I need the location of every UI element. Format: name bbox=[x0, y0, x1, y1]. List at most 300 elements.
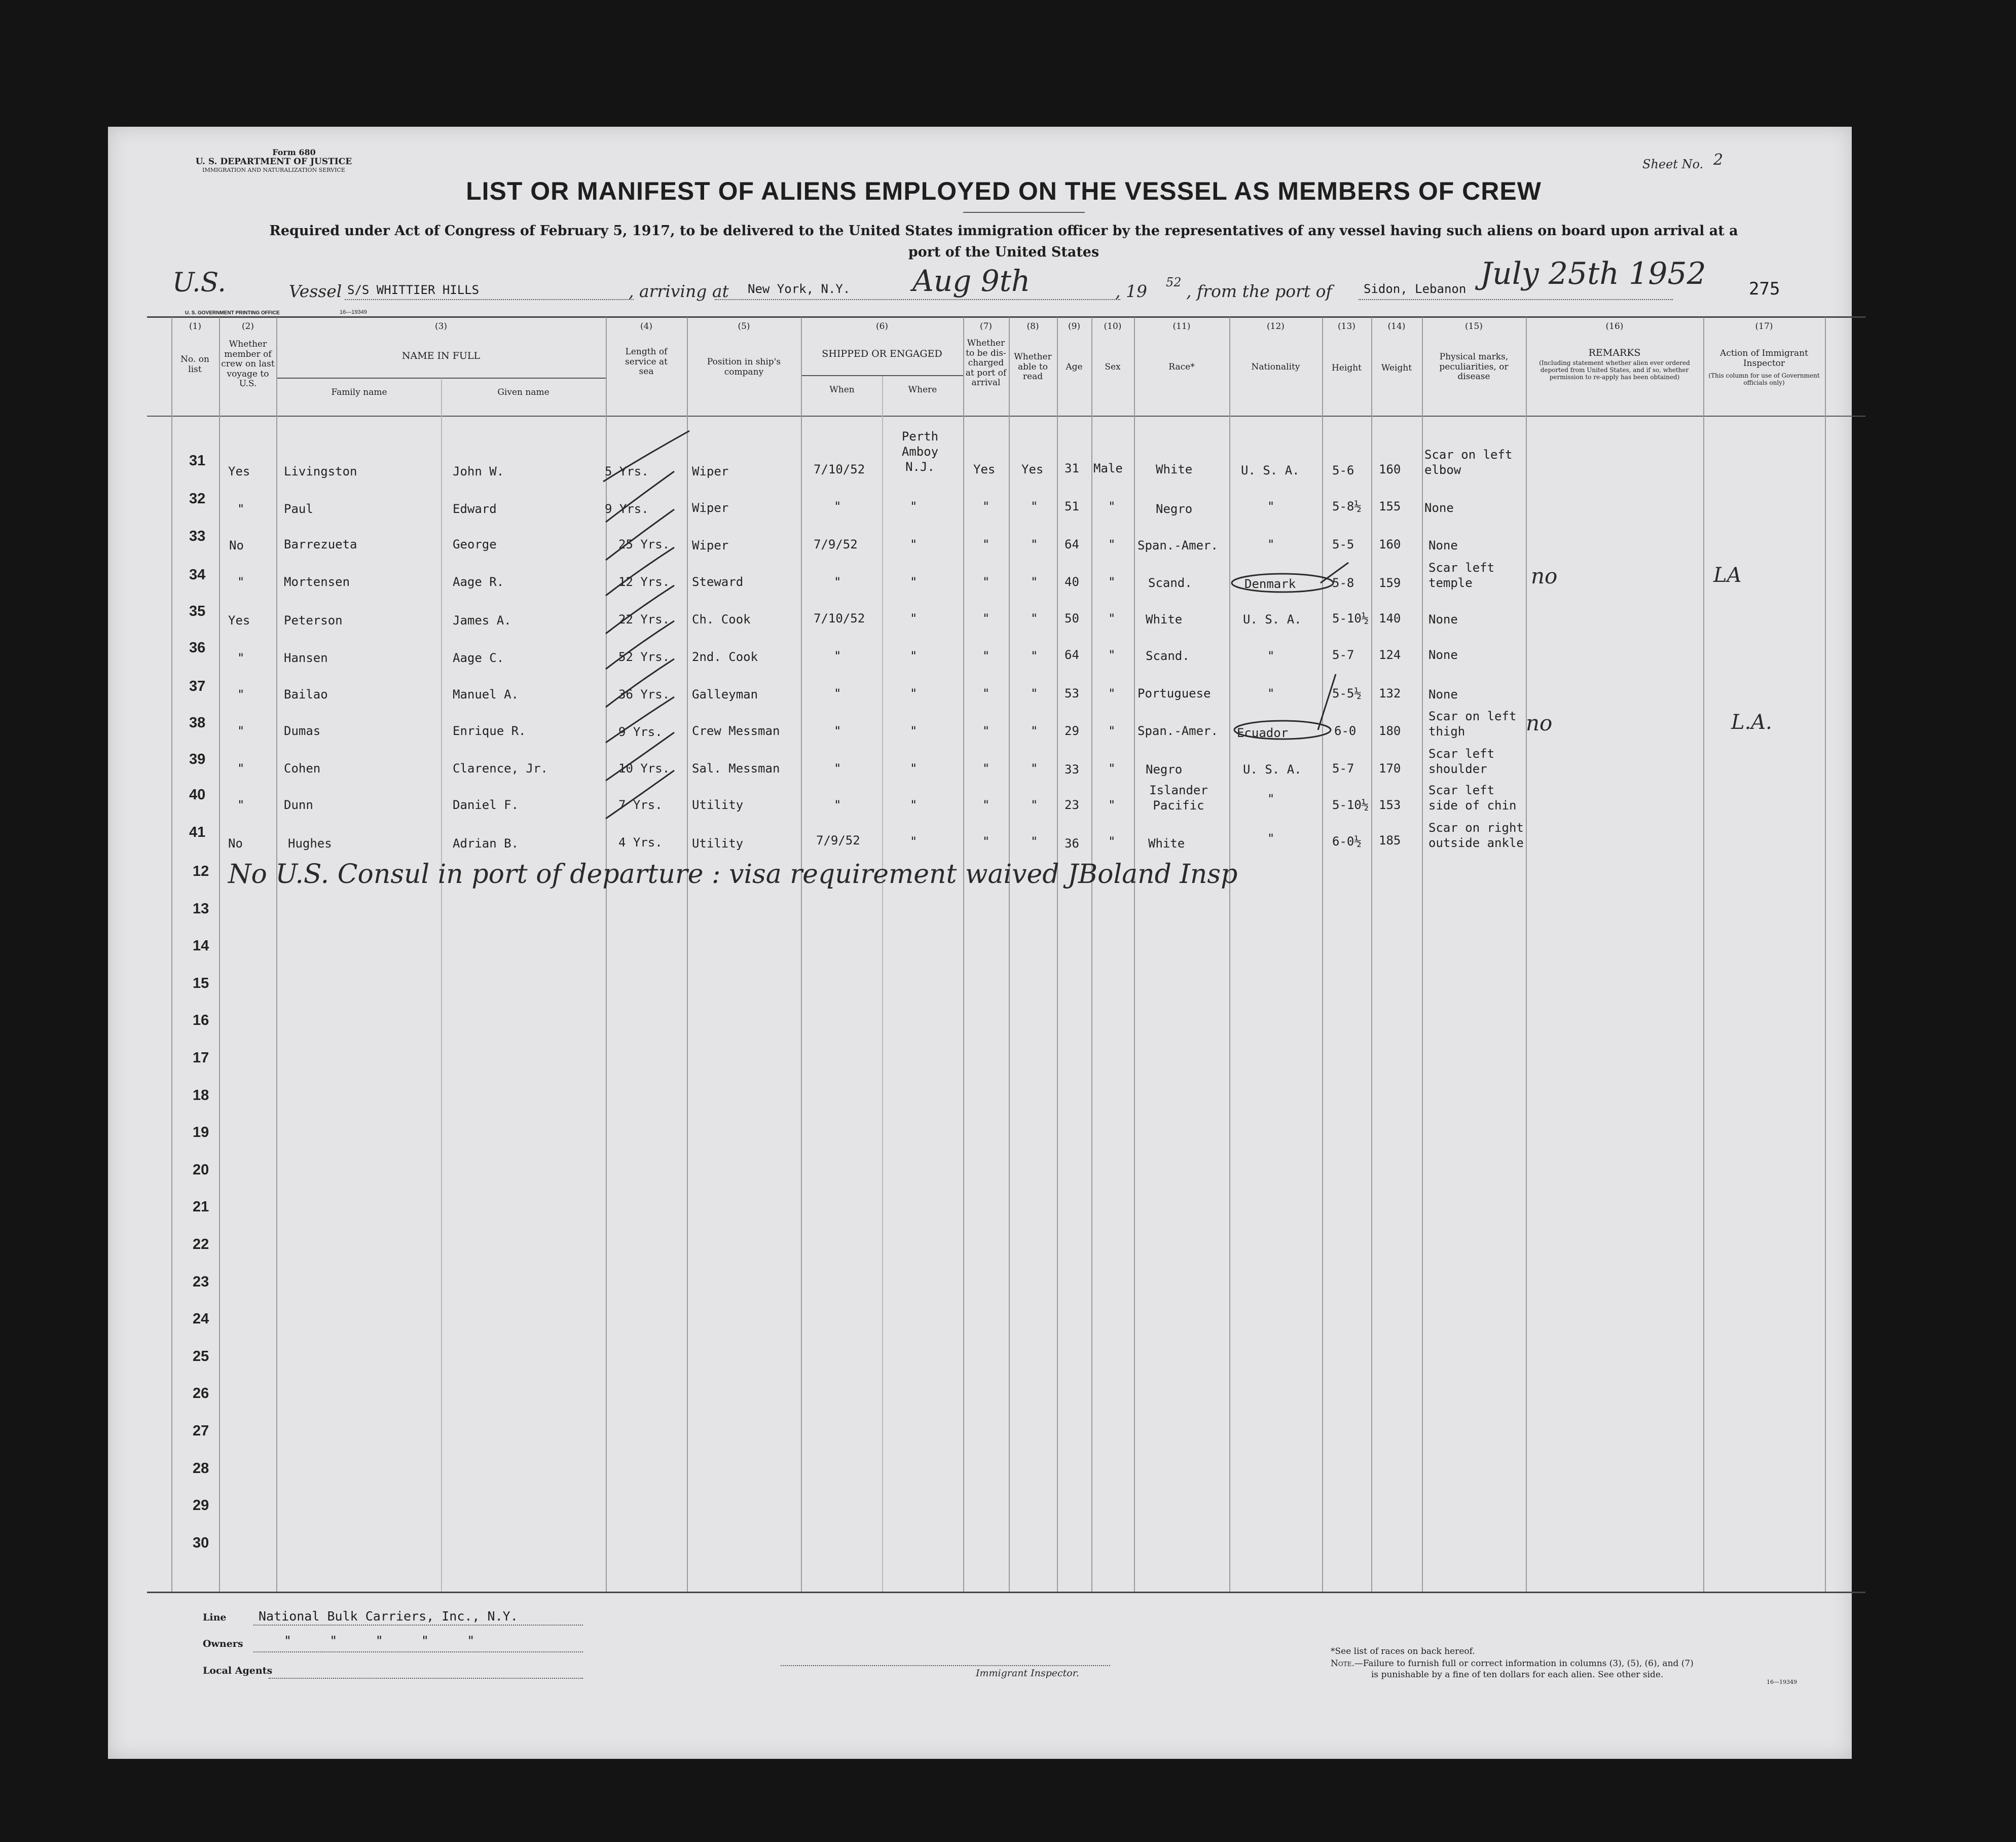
cell-age: 51 bbox=[1065, 499, 1079, 513]
cell-member: Yes bbox=[228, 464, 250, 478]
header-discharged: Whether to be dis-charged at port of arrival bbox=[965, 338, 1007, 388]
row-number: 21 bbox=[193, 1199, 209, 1215]
column-divider bbox=[1422, 317, 1423, 1592]
colnum-6: (6) bbox=[875, 321, 889, 331]
vessel-name: S/S WHITTIER HILLS bbox=[347, 283, 480, 297]
cell-nationality: Ecuador bbox=[1237, 726, 1289, 740]
cell-given-name: Aage C. bbox=[453, 651, 504, 665]
cell-family-name: Dumas bbox=[284, 724, 321, 738]
table-top-rule bbox=[147, 316, 1865, 318]
header-height: Height bbox=[1332, 363, 1362, 373]
cell-member: No bbox=[228, 836, 243, 851]
column-divider bbox=[171, 317, 172, 1592]
cell-race: Portuguese bbox=[1138, 686, 1211, 701]
arriving-dotline bbox=[715, 299, 1120, 300]
cell-physical: Scar on right outside ankle bbox=[1428, 821, 1524, 850]
cell-weight: 140 bbox=[1379, 611, 1401, 625]
cell-race: Negro bbox=[1146, 762, 1183, 777]
header-where: Where bbox=[908, 385, 937, 395]
colnum-11: (11) bbox=[1172, 321, 1191, 331]
service-strike-marks bbox=[598, 426, 700, 846]
row-number: 24 bbox=[193, 1311, 209, 1327]
cell-position: Wiper bbox=[692, 464, 729, 478]
footer-races-note: *See list of races on back hereof. bbox=[1331, 1646, 1475, 1656]
subtitle-line1: Required under Act of Congress of February 5, 1917, to be delivered to the United States immigration officer by the representatives of any vessel having such aliens on board upon arrival at a bbox=[269, 223, 1738, 239]
cell-where: " bbox=[910, 761, 918, 776]
column-divider bbox=[963, 317, 964, 1592]
cell-race: Scand. bbox=[1148, 576, 1192, 590]
cell-when: " bbox=[834, 575, 841, 589]
cell-service: 52 Yrs. bbox=[618, 650, 670, 664]
row-number: 29 bbox=[193, 1497, 209, 1514]
cell-nationality: U. S. A. bbox=[1243, 762, 1302, 777]
cell-height: 6-0 bbox=[1334, 724, 1357, 738]
cell-position: Galleyman bbox=[692, 687, 758, 702]
colnum-3: (3) bbox=[434, 321, 448, 331]
colnum-10: (10) bbox=[1104, 321, 1122, 331]
cell-where: " bbox=[910, 649, 918, 663]
cell-race: Span.-Amer. bbox=[1138, 724, 1218, 738]
header-able-read: Whether able to read bbox=[1014, 352, 1052, 382]
cell-where: " bbox=[910, 537, 918, 551]
column-divider bbox=[276, 317, 277, 1592]
cell-given-name: Aage R. bbox=[453, 575, 504, 589]
row-number: 26 bbox=[193, 1385, 209, 1402]
page-number: 275 bbox=[1749, 279, 1780, 299]
cell-position: Steward bbox=[692, 575, 744, 589]
cell-nationality: U. S. A. bbox=[1241, 463, 1300, 477]
row-number: 35 bbox=[189, 603, 206, 619]
arriving-port: New York, N.Y. bbox=[748, 282, 851, 296]
cell-family-name: Cohen bbox=[284, 761, 321, 776]
footer-note bbox=[1331, 1659, 1694, 1669]
cell-discharged: " bbox=[982, 611, 990, 625]
cell-when: 7/9/52 bbox=[814, 537, 858, 551]
cell-when: " bbox=[834, 686, 841, 701]
cell-race: Islander Pacific bbox=[1149, 783, 1208, 813]
header-shipped: SHIPPED OR ENGAGED bbox=[822, 348, 942, 359]
cell-given-name: Clarence, Jr. bbox=[453, 761, 548, 776]
footer-owners-value: " " " " " bbox=[284, 1633, 475, 1648]
table-bottom-rule bbox=[147, 1592, 1865, 1593]
cell-weight: 180 bbox=[1379, 724, 1401, 738]
cell-discharged: " bbox=[982, 649, 990, 663]
cell-sex: " bbox=[1108, 537, 1116, 551]
cell-read: " bbox=[1031, 537, 1038, 551]
cell-position: Sal. Messman bbox=[692, 761, 780, 776]
row-number: 16 bbox=[193, 1012, 209, 1028]
cell-weight: 170 bbox=[1379, 761, 1401, 776]
header-given-name: Given name bbox=[497, 387, 549, 397]
footer-line-label: Line bbox=[203, 1612, 227, 1623]
agents-dotline bbox=[269, 1678, 583, 1679]
row-number: 38 bbox=[189, 715, 206, 731]
column-divider bbox=[1526, 317, 1527, 1592]
column-divider bbox=[1009, 317, 1010, 1592]
cell-family-name: Mortensen bbox=[284, 575, 350, 589]
cell-race: White bbox=[1146, 612, 1183, 627]
cell-service: 25 Yrs. bbox=[618, 537, 670, 551]
header-family-name: Family name bbox=[331, 387, 387, 397]
cell-where: " bbox=[910, 499, 918, 513]
cell-physical: None bbox=[1424, 501, 1454, 515]
cell-discharged: " bbox=[982, 798, 990, 812]
cell-sex: " bbox=[1108, 575, 1116, 589]
header-action: Action of Immigrant Inspector bbox=[1720, 348, 1808, 369]
cell-read: " bbox=[1031, 724, 1038, 738]
cell-when: " bbox=[834, 499, 841, 513]
cell-sex: " bbox=[1108, 724, 1116, 738]
header-nationality: Nationality bbox=[1251, 362, 1300, 372]
service-name: IMMIGRATION AND NATURALIZATION SERVICE bbox=[202, 167, 345, 173]
column-divider bbox=[219, 317, 220, 1592]
subtitle-line2: port of the United States bbox=[908, 244, 1099, 260]
header-length-service: Length of service at sea bbox=[625, 347, 668, 377]
header-remarks-sub: (Including statement whether alien ever ordered deported from United States, and if so, whether permission to re-apply has been obtained) bbox=[1539, 359, 1690, 381]
column-divider bbox=[882, 376, 883, 1592]
cell-when: " bbox=[834, 761, 841, 776]
header-physical: Physical marks, peculiarities, or disease bbox=[1439, 352, 1509, 382]
handwritten-visa-note: No U.S. Consul in port of departure : visa requirement waived JBoland Insp bbox=[228, 859, 1238, 890]
cell-height: 5-5 bbox=[1332, 537, 1354, 551]
header-sex: Sex bbox=[1105, 362, 1121, 372]
row-number: 37 bbox=[189, 678, 206, 694]
cell-age: 50 bbox=[1065, 611, 1079, 625]
cell-nationality: Denmark bbox=[1244, 577, 1296, 591]
cell-when: " bbox=[834, 724, 841, 738]
cell-sex: Male bbox=[1093, 461, 1123, 475]
colnum-7: (7) bbox=[979, 321, 993, 331]
cell-race: Span.-Amer. bbox=[1138, 538, 1218, 552]
footer-note-label: Note. bbox=[1331, 1659, 1354, 1669]
cell-physical: None bbox=[1428, 612, 1458, 627]
footer-line-value: National Bulk Carriers, Inc., N.Y. bbox=[259, 1609, 518, 1624]
cell-service: 9 Yrs. bbox=[618, 725, 663, 739]
cell-when: " bbox=[834, 649, 841, 663]
row-number: 12 bbox=[193, 863, 209, 879]
cell-weight: 159 bbox=[1379, 576, 1401, 590]
cell-given-name: Edward bbox=[453, 502, 497, 516]
cell-service: 12 Yrs. bbox=[618, 575, 670, 589]
cell-action: LA bbox=[1713, 564, 1742, 587]
cell-race: Negro bbox=[1156, 502, 1193, 516]
cell-discharged: " bbox=[982, 724, 990, 738]
cell-height: 5-8½ bbox=[1332, 499, 1362, 513]
cell-sex: " bbox=[1108, 798, 1116, 812]
cell-physical: None bbox=[1428, 648, 1458, 662]
cell-family-name: Paul bbox=[284, 502, 313, 516]
footer-inspector-label: Immigrant Inspector. bbox=[976, 1668, 1079, 1679]
row-number: 25 bbox=[193, 1348, 209, 1365]
inspector-dotline bbox=[781, 1665, 1110, 1666]
cell-member: " bbox=[237, 761, 245, 776]
header-remarks: REMARKS bbox=[1588, 347, 1641, 358]
column-divider bbox=[1134, 317, 1135, 1592]
cell-service: 7 Yrs. bbox=[618, 798, 663, 812]
cell-height: 5-6 bbox=[1332, 463, 1354, 477]
cell-position: Wiper bbox=[692, 538, 729, 552]
cell-weight: 153 bbox=[1379, 798, 1401, 812]
footer-note-text1: —Failure to furnish full or correct information in columns (3), (5), (6), and (7) bbox=[1354, 1659, 1694, 1669]
cell-position: Wiper bbox=[692, 501, 729, 515]
cell-height: 6-0½ bbox=[1332, 834, 1362, 849]
cell-where: " bbox=[910, 686, 918, 701]
page-title: LIST OR MANIFEST OF ALIENS EMPLOYED ON THE VESSEL AS MEMBERS OF CREW bbox=[466, 177, 1542, 205]
cell-nationality: " bbox=[1267, 499, 1275, 513]
footer-agents-label: Local Agents bbox=[203, 1665, 273, 1676]
cell-height: 5-8 bbox=[1332, 576, 1354, 590]
form-number: Form 680 bbox=[272, 148, 316, 157]
cell-read: " bbox=[1031, 761, 1038, 776]
sheet-number: 2 bbox=[1713, 151, 1724, 169]
cell-member: " bbox=[237, 724, 245, 738]
cell-member: Yes bbox=[228, 613, 250, 628]
cell-age: 64 bbox=[1065, 537, 1079, 551]
cell-given-name: John W. bbox=[453, 464, 504, 478]
column-divider bbox=[1057, 317, 1058, 1592]
row-number: 31 bbox=[189, 453, 206, 469]
cell-height: 5-10½ bbox=[1332, 798, 1369, 812]
cell-physical: Scar left shoulder bbox=[1428, 747, 1495, 776]
cell-read: " bbox=[1031, 686, 1038, 701]
cell-nationality: " bbox=[1267, 537, 1275, 551]
row-number: 40 bbox=[189, 787, 206, 803]
cell-action: L.A. bbox=[1731, 711, 1772, 734]
cell-given-name: Adrian B. bbox=[453, 836, 519, 851]
cell-race: White bbox=[1148, 836, 1185, 851]
year-suffix: 52 bbox=[1166, 275, 1182, 289]
cell-member: " bbox=[237, 575, 245, 589]
from-port-label: , from the port of bbox=[1186, 281, 1332, 301]
cell-height: 5-7 bbox=[1332, 648, 1354, 662]
cell-weight: 160 bbox=[1379, 462, 1401, 476]
cell-read: " bbox=[1031, 611, 1038, 625]
cell-given-name: George bbox=[453, 537, 497, 551]
cell-physical: Scar left side of chin bbox=[1428, 783, 1517, 813]
cell-discharged: " bbox=[982, 575, 990, 589]
cell-nationality: U. S. A. bbox=[1243, 612, 1302, 627]
colnum-15: (15) bbox=[1465, 321, 1483, 331]
cell-physical: Scar on left thigh bbox=[1428, 709, 1517, 739]
cell-when: 7/10/52 bbox=[814, 611, 865, 625]
cell-discharged: " bbox=[982, 537, 990, 551]
column-divider bbox=[1229, 317, 1230, 1592]
colnum-5: (5) bbox=[738, 321, 750, 331]
row-number: 20 bbox=[193, 1162, 209, 1178]
header-weight: Weight bbox=[1381, 363, 1412, 373]
nationality-check-marks bbox=[1227, 558, 1374, 750]
row-number: 34 bbox=[189, 567, 206, 583]
cell-read: " bbox=[1031, 575, 1038, 589]
colnum-9: (9) bbox=[1068, 321, 1081, 331]
row-number: 15 bbox=[193, 975, 209, 991]
cell-discharged: " bbox=[982, 834, 990, 849]
cell-age: 53 bbox=[1065, 686, 1079, 701]
cell-race: White bbox=[1156, 462, 1193, 476]
cell-where: " bbox=[910, 575, 918, 589]
colnum-14: (14) bbox=[1387, 321, 1406, 331]
title-underline bbox=[963, 212, 1085, 213]
cell-where: " bbox=[910, 611, 918, 625]
colnum-1: (1) bbox=[189, 321, 202, 331]
arrival-date-handwritten: Aug 9th bbox=[912, 264, 1031, 298]
row-number: 18 bbox=[193, 1087, 209, 1103]
cell-age: 64 bbox=[1065, 648, 1079, 662]
colnum-13: (13) bbox=[1338, 321, 1355, 331]
row-number: 13 bbox=[193, 901, 209, 917]
cell-age: 31 bbox=[1065, 461, 1079, 475]
cell-weight: 132 bbox=[1379, 686, 1401, 701]
column-divider bbox=[441, 378, 442, 1592]
cell-discharged: " bbox=[982, 499, 990, 513]
cell-service: 4 Yrs. bbox=[618, 835, 663, 850]
header-name-in-full: NAME IN FULL bbox=[401, 350, 481, 361]
cell-member: " bbox=[237, 651, 245, 665]
cell-family-name: Dunn bbox=[284, 798, 313, 812]
cell-read: " bbox=[1031, 499, 1038, 513]
colnum-8: (8) bbox=[1027, 321, 1039, 331]
cell-given-name: Manuel A. bbox=[453, 687, 519, 702]
cell-weight: 160 bbox=[1379, 537, 1401, 551]
header-race: Race* bbox=[1168, 362, 1195, 372]
vessel-prefix-handwritten: U.S. bbox=[172, 268, 226, 298]
cell-sex: " bbox=[1108, 834, 1116, 849]
colnum-17: (17) bbox=[1755, 321, 1773, 331]
row-number: 23 bbox=[193, 1274, 209, 1290]
cell-age: 33 bbox=[1065, 762, 1079, 777]
row-number: 27 bbox=[193, 1423, 209, 1439]
cell-when: 7/9/52 bbox=[816, 833, 860, 848]
footer-note-text2: is punishable by a fine of ten dollars for each alien. See other side. bbox=[1371, 1670, 1664, 1680]
cell-discharged: " bbox=[982, 686, 990, 701]
cell-sex: " bbox=[1108, 648, 1116, 662]
colnum-4: (4) bbox=[640, 321, 653, 331]
cell-when: " bbox=[834, 798, 841, 812]
column-divider bbox=[1703, 317, 1704, 1592]
cell-height: 5-10½ bbox=[1332, 611, 1369, 625]
departure-dotline bbox=[1359, 299, 1673, 300]
cell-when: 7/10/52 bbox=[814, 462, 865, 476]
cell-remarks: no bbox=[1526, 711, 1553, 735]
row-number: 17 bbox=[193, 1050, 209, 1066]
sheet-label: Sheet No. bbox=[1642, 157, 1704, 171]
cell-given-name: Daniel F. bbox=[453, 798, 519, 812]
cell-height: 5-7 bbox=[1332, 761, 1354, 776]
departure-date-handwritten: July 25th 1952 bbox=[1480, 256, 1706, 291]
column-divider bbox=[1371, 317, 1372, 1592]
departure-port: Sidon, Lebanon bbox=[1364, 282, 1467, 296]
header-position: Position in ship's company bbox=[707, 357, 781, 377]
line-dotline bbox=[253, 1625, 583, 1626]
cell-service: 5 Yrs. bbox=[605, 464, 649, 478]
header-no-on-list: No. on list bbox=[180, 354, 209, 375]
footer-owners-label: Owners bbox=[203, 1638, 243, 1649]
printer-office: U. S. GOVERNMENT PRINTING OFFICE bbox=[185, 310, 280, 316]
arriving-label: , arriving at bbox=[629, 281, 729, 301]
header-age: Age bbox=[1066, 362, 1083, 372]
cell-member: No bbox=[229, 538, 244, 552]
cell-member: " bbox=[237, 798, 245, 812]
department-name: U. S. DEPARTMENT OF JUSTICE bbox=[195, 157, 352, 167]
cell-family-name: Livingston bbox=[284, 464, 357, 478]
cell-family-name: Barrezueta bbox=[284, 537, 357, 551]
cell-where: " bbox=[910, 834, 918, 849]
cell-where: " bbox=[910, 724, 918, 738]
column-divider bbox=[1091, 317, 1092, 1592]
cell-position: Crew Messman bbox=[692, 724, 780, 738]
footer-form-code: 16—19349 bbox=[1767, 1679, 1797, 1685]
cell-position: Utility bbox=[692, 836, 744, 851]
cell-service: 36 Yrs. bbox=[618, 687, 670, 702]
cell-sex: " bbox=[1108, 686, 1116, 701]
cell-member: " bbox=[237, 687, 245, 702]
row-number: 22 bbox=[193, 1236, 209, 1252]
cell-age: 36 bbox=[1065, 836, 1079, 851]
cell-age: 23 bbox=[1065, 798, 1079, 812]
row-number: 41 bbox=[189, 824, 206, 840]
colnum-16: (16) bbox=[1605, 321, 1624, 331]
cell-sex: " bbox=[1108, 761, 1116, 776]
cell-family-name: Peterson bbox=[284, 613, 343, 628]
cell-family-name: Hughes bbox=[288, 836, 332, 851]
cell-family-name: Hansen bbox=[284, 651, 328, 665]
header-action-sub: (This column for use of Government officials only) bbox=[1708, 372, 1820, 386]
cell-service: 9 Yrs. bbox=[605, 502, 649, 516]
colnum-2: (2) bbox=[241, 321, 254, 331]
year-prefix: , 19 bbox=[1115, 281, 1147, 301]
cell-sex: " bbox=[1108, 499, 1116, 513]
cell-physical: None bbox=[1428, 687, 1458, 702]
column-divider bbox=[1825, 317, 1826, 1592]
cell-age: 29 bbox=[1065, 724, 1079, 738]
row-number: 33 bbox=[189, 528, 206, 544]
header-whether-member: Whether member of crew on last voyage to U.S. bbox=[221, 339, 275, 389]
row-number: 28 bbox=[193, 1460, 209, 1477]
row-number: 39 bbox=[189, 751, 206, 767]
cell-read: Yes bbox=[1021, 462, 1044, 476]
row-number: 32 bbox=[189, 491, 206, 507]
cell-position: Utility bbox=[692, 798, 744, 812]
cell-read: " bbox=[1031, 798, 1038, 812]
cell-race: Scand. bbox=[1146, 649, 1190, 663]
cell-physical: Scar left temple bbox=[1428, 561, 1495, 590]
cell-family-name: Bailao bbox=[284, 687, 328, 702]
cell-member: " bbox=[237, 502, 245, 516]
header-when: When bbox=[829, 385, 855, 395]
cell-height: 5-5½ bbox=[1332, 686, 1362, 701]
cell-given-name: Enrique R. bbox=[453, 724, 526, 738]
cell-read: " bbox=[1031, 649, 1038, 663]
row-number: 19 bbox=[193, 1124, 209, 1140]
cell-read: " bbox=[1031, 834, 1038, 849]
cell-weight: 124 bbox=[1379, 648, 1401, 662]
cell-discharged: Yes bbox=[973, 462, 996, 476]
row-number: 30 bbox=[193, 1535, 209, 1551]
cell-position: Ch. Cook bbox=[692, 612, 751, 627]
column-divider bbox=[1322, 317, 1323, 1592]
cell-nationality: " bbox=[1267, 649, 1275, 663]
cell-service: 22 Yrs. bbox=[618, 612, 670, 627]
cell-age: 40 bbox=[1065, 575, 1079, 589]
vessel-label: Vessel bbox=[289, 281, 342, 301]
cell-remarks: no bbox=[1531, 564, 1558, 588]
colnum-12: (12) bbox=[1267, 321, 1285, 331]
cell-nationality: " bbox=[1267, 792, 1275, 806]
row-number: 36 bbox=[189, 640, 206, 656]
cell-where: " bbox=[910, 798, 918, 812]
row-number: 14 bbox=[193, 938, 209, 954]
header-bottom-rule bbox=[147, 416, 1865, 417]
